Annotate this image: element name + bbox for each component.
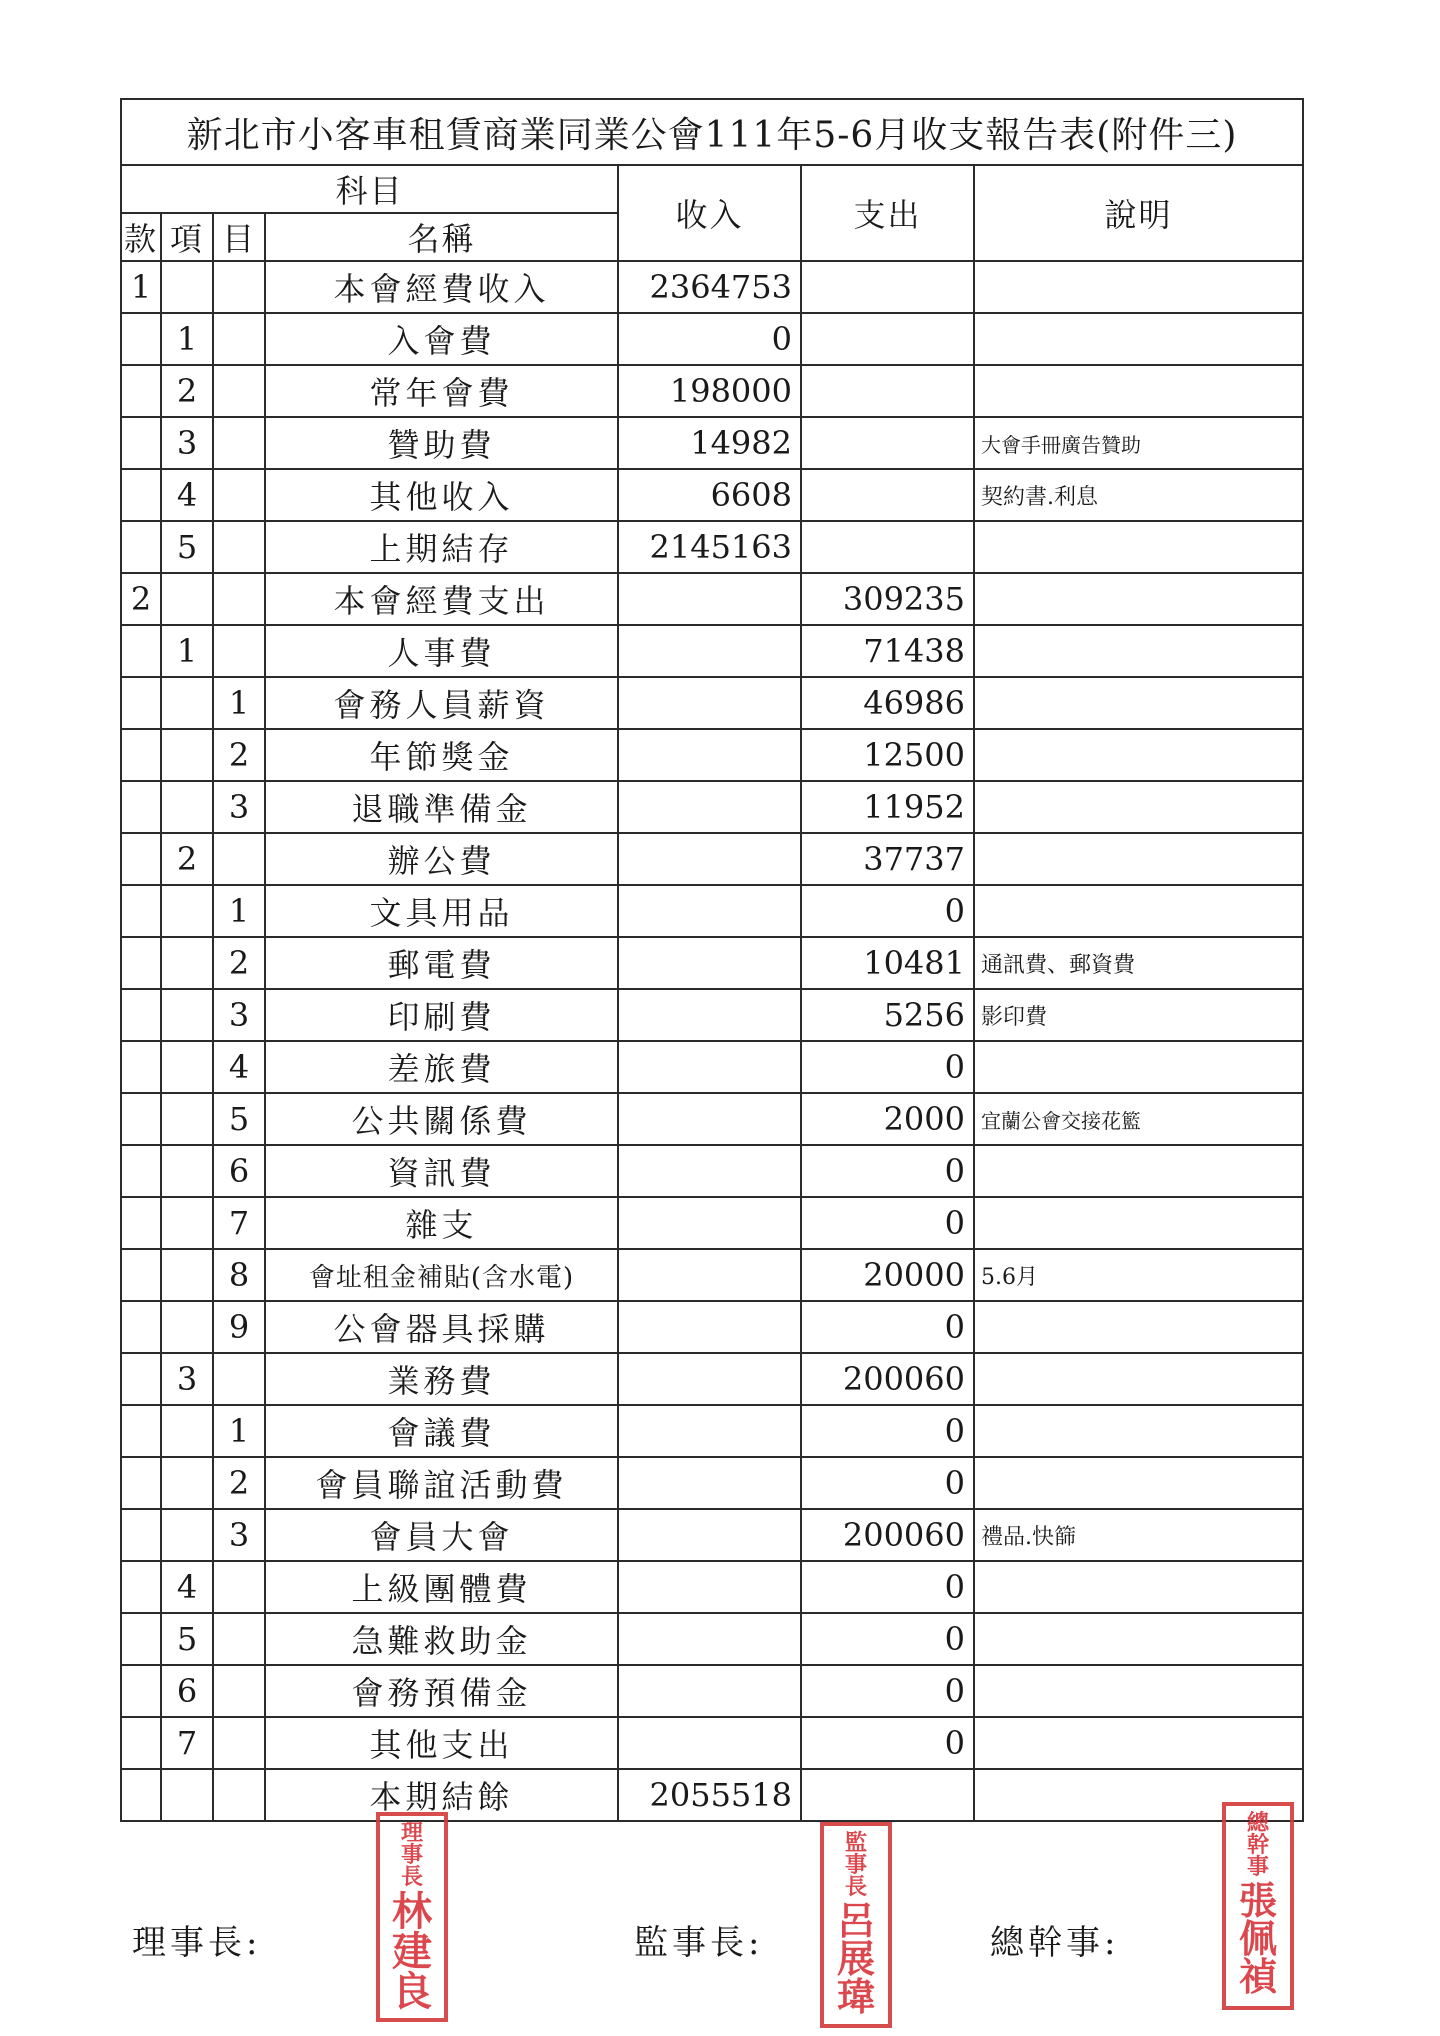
expense-cell: 46986 [801,677,974,729]
note-cell [974,1613,1303,1665]
note-cell [974,1405,1303,1457]
note-cell: 大會手冊廣告贊助 [974,417,1303,469]
chairman-label: 理事長: [132,1923,262,1963]
expense-cell: 0 [801,1197,974,1249]
xiang-cell: 5 [161,521,213,573]
income-cell [618,781,801,833]
supervisor-seal: 監 事 長 呂 展 瑋 [820,1822,892,2028]
note-header: 說明 [974,165,1303,261]
income-cell [618,1613,801,1665]
name-cell: 業務費 [265,1353,618,1405]
kuan-cell [121,937,161,989]
expense-cell [801,469,974,521]
kuan-cell [121,729,161,781]
kuan-cell [121,625,161,677]
xiang-cell: 5 [161,1613,213,1665]
expense-cell: 0 [801,1561,974,1613]
name-cell: 入會費 [265,313,618,365]
mu-cell: 1 [213,885,265,937]
expense-cell: 0 [801,1717,974,1769]
income-cell: 14982 [618,417,801,469]
table-row [121,1301,1303,1353]
income-cell [618,937,801,989]
name-cell: 會議費 [265,1405,618,1457]
table-row [121,781,1303,833]
table-row [121,989,1303,1041]
expense-cell [801,1769,974,1821]
name-cell: 急難救助金 [265,1613,618,1665]
kuan-cell: 1 [121,261,161,313]
kuan-cell [121,1145,161,1197]
note-cell [974,1717,1303,1769]
mu-cell [213,1769,265,1821]
note-cell [974,313,1303,365]
income-cell: 2055518 [618,1769,801,1821]
income-cell: 2145163 [618,521,801,573]
kuan-cell [121,1353,161,1405]
xiang-cell: 3 [161,417,213,469]
mu-cell: 1 [213,1405,265,1457]
report-sheet [120,98,1302,1822]
expense-cell: 0 [801,1613,974,1665]
kuan-header: 款 [121,213,161,261]
note-cell: 通訊費、郵資費 [974,937,1303,989]
name-cell: 本會經費收入 [265,261,618,313]
name-cell: 會員大會 [265,1509,618,1561]
note-cell: 禮品.快篩 [974,1509,1303,1561]
income-cell [618,1561,801,1613]
kuan-cell: 2 [121,573,161,625]
table-row [121,521,1303,573]
table-row [121,1613,1303,1665]
table-row [121,1457,1303,1509]
note-cell [974,1561,1303,1613]
mu-cell [213,313,265,365]
mu-cell: 1 [213,677,265,729]
income-cell: 6608 [618,469,801,521]
income-cell [618,1041,801,1093]
income-cell [618,1457,801,1509]
kuan-cell [121,1665,161,1717]
expense-header: 支出 [801,165,974,261]
kuan-cell [121,365,161,417]
name-cell: 郵電費 [265,937,618,989]
kuan-cell [121,833,161,885]
name-cell: 會員聯誼活動費 [265,1457,618,1509]
note-cell: 宜蘭公會交接花籃 [974,1093,1303,1145]
mu-cell: 9 [213,1301,265,1353]
kuan-cell [121,1769,161,1821]
note-cell: 影印費 [974,989,1303,1041]
income-cell [618,1301,801,1353]
secretary-seal: 總 幹 事 張 佩 禎 [1222,1802,1294,2010]
xiang-cell: 3 [161,1353,213,1405]
name-cell: 贊助費 [265,417,618,469]
mu-cell [213,469,265,521]
xiang-cell [161,677,213,729]
mu-cell: 3 [213,781,265,833]
name-cell: 資訊費 [265,1145,618,1197]
expense-cell: 0 [801,885,974,937]
income-cell: 2364753 [618,261,801,313]
name-cell: 印刷費 [265,989,618,1041]
expense-cell: 2000 [801,1093,974,1145]
mu-cell [213,1717,265,1769]
table-row [121,1665,1303,1717]
income-cell [618,1717,801,1769]
finance-report-table [120,98,1304,1822]
mu-cell [213,1665,265,1717]
mu-cell [213,1613,265,1665]
xiang-cell: 4 [161,1561,213,1613]
note-cell [974,1665,1303,1717]
expense-cell: 309235 [801,573,974,625]
income-cell [618,729,801,781]
xiang-cell [161,885,213,937]
income-cell [618,1353,801,1405]
kuan-cell [121,1717,161,1769]
note-cell [974,885,1303,937]
kuan-cell [121,885,161,937]
mu-cell [213,1561,265,1613]
xiang-cell: 1 [161,625,213,677]
note-cell [974,1353,1303,1405]
xiang-cell [161,937,213,989]
xiang-cell [161,261,213,313]
expense-cell: 12500 [801,729,974,781]
table-row [121,1145,1303,1197]
name-cell: 文具用品 [265,885,618,937]
mu-header: 目 [213,213,265,261]
kuan-cell [121,1457,161,1509]
expense-cell: 0 [801,1041,974,1093]
note-cell [974,573,1303,625]
xiang-cell: 6 [161,1665,213,1717]
name-cell: 常年會費 [265,365,618,417]
mu-cell: 8 [213,1249,265,1301]
expense-cell: 11952 [801,781,974,833]
table-row [121,1197,1303,1249]
xiang-cell [161,1769,213,1821]
table-row [121,1093,1303,1145]
xiang-cell [161,1301,213,1353]
mu-cell: 4 [213,1041,265,1093]
income-cell [618,1093,801,1145]
note-cell [974,1041,1303,1093]
income-cell [618,1197,801,1249]
note-cell [974,365,1303,417]
name-cell: 會址租金補貼(含水電) [265,1249,618,1301]
mu-cell: 2 [213,937,265,989]
name-cell: 退職準備金 [265,781,618,833]
table-row [121,573,1303,625]
income-header: 收入 [618,165,801,261]
kuan-cell [121,989,161,1041]
xiang-cell: 7 [161,1717,213,1769]
note-cell [974,1197,1303,1249]
kuan-cell [121,1561,161,1613]
mu-cell [213,1353,265,1405]
kuan-cell [121,313,161,365]
kuan-cell [121,417,161,469]
income-cell [618,989,801,1041]
xiang-cell [161,989,213,1041]
name-cell: 其他收入 [265,469,618,521]
kuan-cell [121,469,161,521]
name-cell: 公共關係費 [265,1093,618,1145]
name-cell: 會務預備金 [265,1665,618,1717]
kuan-cell [121,1509,161,1561]
xiang-cell [161,1041,213,1093]
income-cell: 198000 [618,365,801,417]
name-cell: 上級團體費 [265,1561,618,1613]
xiang-cell [161,729,213,781]
xiang-cell: 2 [161,833,213,885]
mu-cell: 3 [213,989,265,1041]
table-row [121,729,1303,781]
income-cell [618,1665,801,1717]
name-cell: 差旅費 [265,1041,618,1093]
expense-cell [801,521,974,573]
mu-cell: 7 [213,1197,265,1249]
income-cell [618,1145,801,1197]
secretary-label: 總幹事: [990,1923,1120,1963]
table-row [121,885,1303,937]
mu-cell [213,417,265,469]
supervisor-label: 監事長: [634,1923,764,1963]
name-cell: 人事費 [265,625,618,677]
name-cell: 會務人員薪資 [265,677,618,729]
expense-cell: 37737 [801,833,974,885]
name-cell: 公會器具採購 [265,1301,618,1353]
kuan-cell [121,1249,161,1301]
mu-cell [213,365,265,417]
table-row [121,1717,1303,1769]
name-cell: 其他支出 [265,1717,618,1769]
income-cell [618,1405,801,1457]
name-header: 名稱 [265,213,618,261]
table-row [121,1353,1303,1405]
name-cell: 本期結餘 [265,1769,618,1821]
expense-cell: 0 [801,1457,974,1509]
note-cell [974,1769,1303,1821]
name-cell: 年節獎金 [265,729,618,781]
note-cell [974,1457,1303,1509]
kuan-cell [121,1301,161,1353]
kuan-cell [121,1041,161,1093]
kuan-cell [121,1405,161,1457]
table-row [121,1041,1303,1093]
xiang-cell [161,1405,213,1457]
note-cell [974,729,1303,781]
income-cell [618,885,801,937]
table-row [121,937,1303,989]
table-row [121,1769,1303,1821]
mu-cell: 5 [213,1093,265,1145]
expense-cell: 0 [801,1405,974,1457]
kuan-cell [121,1613,161,1665]
income-cell [618,573,801,625]
note-cell [974,781,1303,833]
expense-cell [801,261,974,313]
expense-cell: 200060 [801,1509,974,1561]
expense-cell: 0 [801,1301,974,1353]
table-row [121,313,1303,365]
chairman-seal: 理 事 長 林 建 良 [376,1812,448,2022]
name-cell: 辦公費 [265,833,618,885]
kuan-cell [121,521,161,573]
income-cell [618,625,801,677]
expense-cell: 5256 [801,989,974,1041]
table-row [121,1249,1303,1301]
note-cell [974,521,1303,573]
note-cell [974,261,1303,313]
mu-cell: 2 [213,1457,265,1509]
table-row [121,417,1303,469]
mu-cell [213,833,265,885]
mu-cell [213,261,265,313]
kuan-cell [121,781,161,833]
note-cell [974,833,1303,885]
kuan-cell [121,1093,161,1145]
name-cell: 上期結存 [265,521,618,573]
note-cell [974,677,1303,729]
table-row [121,469,1303,521]
kuan-cell [121,677,161,729]
mu-cell: 3 [213,1509,265,1561]
xiang-cell: 1 [161,313,213,365]
table-row [121,677,1303,729]
xiang-cell [161,1457,213,1509]
note-cell [974,625,1303,677]
note-cell: 契約書.利息 [974,469,1303,521]
xiang-cell: 2 [161,365,213,417]
note-cell [974,1301,1303,1353]
note-cell [974,1145,1303,1197]
name-cell: 雜支 [265,1197,618,1249]
income-cell [618,677,801,729]
mu-cell [213,625,265,677]
table-row [121,1405,1303,1457]
expense-cell: 10481 [801,937,974,989]
note-cell: 5.6月 [974,1249,1303,1301]
xiang-cell [161,1509,213,1561]
table-row [121,1561,1303,1613]
xiang-cell [161,1197,213,1249]
mu-cell [213,573,265,625]
expense-cell: 200060 [801,1353,974,1405]
income-cell: 0 [618,313,801,365]
xiang-cell [161,573,213,625]
xiang-cell [161,1145,213,1197]
table-row [121,365,1303,417]
subject-header: 科目 [121,165,618,213]
xiang-cell [161,781,213,833]
income-cell [618,1249,801,1301]
income-cell [618,833,801,885]
xiang-cell [161,1249,213,1301]
mu-cell: 2 [213,729,265,781]
xiang-header: 項 [161,213,213,261]
expense-cell: 71438 [801,625,974,677]
mu-cell [213,521,265,573]
expense-cell [801,313,974,365]
table-row [121,1509,1303,1561]
expense-cell [801,417,974,469]
table-row [121,625,1303,677]
table-row [121,261,1303,313]
expense-cell [801,365,974,417]
expense-cell: 0 [801,1665,974,1717]
mu-cell: 6 [213,1145,265,1197]
income-cell [618,1509,801,1561]
report-title: 新北市小客車租賃商業同業公會111年5-6月收支報告表(附件三) [121,99,1303,165]
table-row [121,833,1303,885]
kuan-cell [121,1197,161,1249]
xiang-cell [161,1093,213,1145]
expense-cell: 0 [801,1145,974,1197]
name-cell: 本會經費支出 [265,573,618,625]
expense-cell: 20000 [801,1249,974,1301]
xiang-cell: 4 [161,469,213,521]
